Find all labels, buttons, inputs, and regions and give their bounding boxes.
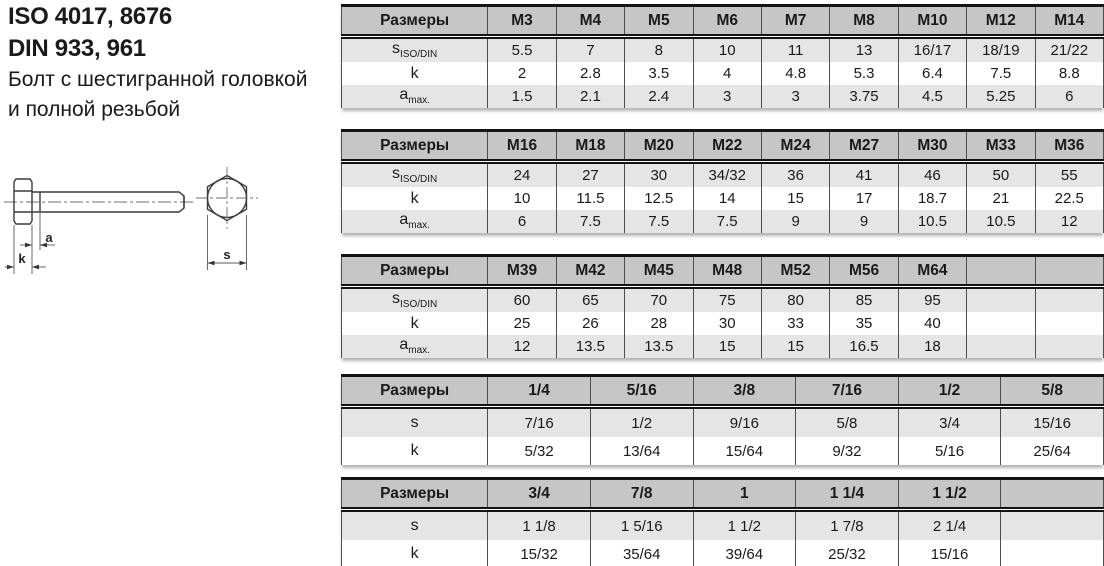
row-label <box>342 437 488 465</box>
doc-header <box>8 1 307 125</box>
column-header: M18 <box>556 131 624 162</box>
row-label <box>342 510 488 541</box>
value-cell: 18.7 <box>898 187 966 210</box>
row-label-base: s <box>410 414 419 431</box>
title-din: DIN 933, 961 <box>8 35 146 62</box>
value-cell <box>1001 510 1104 541</box>
column-header: 3/4 <box>488 479 591 510</box>
value-cell: 12 <box>1035 210 1103 233</box>
column-header: M14 <box>1035 6 1103 37</box>
row-label-sub: max. <box>408 345 430 357</box>
column-header: 3/8 <box>693 376 796 407</box>
column-header: M16 <box>488 131 556 162</box>
value-cell <box>1035 312 1103 335</box>
value-cell: 9/16 <box>693 407 796 438</box>
column-header: 1/4 <box>488 376 591 407</box>
value-cell: 2 1/4 <box>898 510 1001 541</box>
value-cell: 3.75 <box>830 85 898 108</box>
value-cell: 1 5/16 <box>590 510 693 541</box>
subtitle-line-2: и полной резьбой <box>8 98 181 121</box>
title-iso: ISO 4017, 8676 <box>8 3 172 30</box>
row-label <box>342 540 488 566</box>
row-label-sub: max. <box>408 220 430 232</box>
value-cell: 3/4 <box>898 407 1001 438</box>
value-cell: 8.8 <box>1035 62 1103 85</box>
dimension-table-inch-1-4-to-5-8 <box>341 374 1104 465</box>
value-cell: 24 <box>488 162 556 188</box>
value-cell: 9 <box>761 210 829 233</box>
value-cell: 21 <box>967 187 1035 210</box>
value-cell: 30 <box>625 162 693 188</box>
row-label-base: k <box>410 314 419 332</box>
value-cell: 65 <box>556 287 624 313</box>
value-cell: 13/64 <box>590 437 693 465</box>
value-cell: 6 <box>1035 85 1103 108</box>
value-cell <box>967 335 1035 358</box>
column-header: 1 <box>693 479 796 510</box>
row-label-base: k <box>410 64 419 82</box>
value-cell: 10.5 <box>898 210 966 233</box>
value-cell: 12 <box>488 335 556 358</box>
value-cell <box>967 312 1035 335</box>
spec-table-inch-small <box>341 374 1104 465</box>
column-header: M10 <box>898 6 966 37</box>
value-cell: 7 <box>556 37 624 63</box>
row-label-header: Размеры <box>342 131 488 162</box>
value-cell: 10 <box>488 187 556 210</box>
row-label-header: Размеры <box>342 256 488 287</box>
column-header: M22 <box>693 131 761 162</box>
value-cell: 25 <box>488 312 556 335</box>
dimension-table-inch-3-4-to-1-1-2 <box>341 477 1104 566</box>
row-label <box>342 335 488 358</box>
value-cell: 28 <box>625 312 693 335</box>
value-cell: 11.5 <box>556 187 624 210</box>
row-label-base: s <box>392 40 401 58</box>
value-cell: 36 <box>761 162 829 188</box>
value-cell: 5/8 <box>796 407 899 438</box>
row-label-sub: ISO/DIN <box>400 49 438 61</box>
row-label-base: s <box>392 165 401 183</box>
row-label-sub: ISO/DIN <box>400 299 438 311</box>
value-cell: 4.8 <box>761 62 829 85</box>
value-cell: 1/2 <box>590 407 693 438</box>
dimension-table-metric-m16-m36 <box>341 129 1104 233</box>
value-cell: 27 <box>556 162 624 188</box>
row-label-header: Размеры <box>342 6 488 37</box>
value-cell: 13 <box>830 37 898 63</box>
value-cell <box>1001 540 1104 566</box>
value-cell: 7.5 <box>556 210 624 233</box>
column-header: M48 <box>693 256 761 287</box>
value-cell: 5.3 <box>830 62 898 85</box>
value-cell: 55 <box>1035 162 1103 188</box>
row-label-sub: ISO/DIN <box>400 174 438 186</box>
value-cell: 35/64 <box>590 540 693 566</box>
column-header: 5/16 <box>590 376 693 407</box>
value-cell: 15 <box>693 335 761 358</box>
value-cell: 75 <box>693 287 761 313</box>
value-cell: 16.5 <box>830 335 898 358</box>
row-label <box>342 287 488 313</box>
value-cell: 15/64 <box>693 437 796 465</box>
value-cell: 13.5 <box>625 335 693 358</box>
value-cell: 1 1/2 <box>693 510 796 541</box>
column-header: M36 <box>1035 131 1103 162</box>
value-cell: 15/16 <box>1001 407 1104 438</box>
dimension-table-metric-m39-m64 <box>341 254 1104 358</box>
value-cell: 26 <box>556 312 624 335</box>
value-cell: 14 <box>693 187 761 210</box>
column-header: M30 <box>898 131 966 162</box>
value-cell <box>1035 335 1103 358</box>
row-label <box>342 162 488 188</box>
dimension-table-metric-m3-m14 <box>341 4 1104 108</box>
spec-table-inch-large <box>341 477 1104 566</box>
value-cell: 2 <box>488 62 556 85</box>
value-cell: 95 <box>898 287 966 313</box>
dim-label-a: a <box>45 230 53 245</box>
spec-table-m39-m64 <box>341 254 1104 358</box>
row-label <box>342 37 488 63</box>
value-cell: 21/22 <box>1035 37 1103 63</box>
value-cell: 60 <box>488 287 556 313</box>
value-cell: 5.5 <box>488 37 556 63</box>
column-header: M3 <box>488 6 556 37</box>
value-cell: 7.5 <box>625 210 693 233</box>
value-cell: 1 1/8 <box>488 510 591 541</box>
value-cell: 1.5 <box>488 85 556 108</box>
value-cell: 4 <box>693 62 761 85</box>
value-cell: 3 <box>693 85 761 108</box>
row-label-base: s <box>410 517 419 534</box>
column-header: M12 <box>967 6 1035 37</box>
value-cell: 5/32 <box>488 437 591 465</box>
row-label <box>342 187 488 210</box>
value-cell: 5.25 <box>967 85 1035 108</box>
value-cell: 15/32 <box>488 540 591 566</box>
column-header: M24 <box>761 131 829 162</box>
value-cell: 80 <box>761 287 829 313</box>
spec-table-m3-m14 <box>341 4 1104 108</box>
value-cell: 46 <box>898 162 966 188</box>
value-cell <box>967 287 1035 313</box>
value-cell: 22.5 <box>1035 187 1103 210</box>
value-cell: 10 <box>693 37 761 63</box>
subtitle-line-1: Болт с шестигранной головкой <box>8 68 308 91</box>
row-label-sub: max. <box>408 95 430 107</box>
value-cell: 9 <box>830 210 898 233</box>
value-cell: 85 <box>830 287 898 313</box>
value-cell: 17 <box>830 187 898 210</box>
row-label-base: s <box>392 290 401 308</box>
value-cell: 34/32 <box>693 162 761 188</box>
row-label <box>342 407 488 438</box>
value-cell: 13.5 <box>556 335 624 358</box>
spec-table-m16-m36 <box>341 129 1104 233</box>
column-header: M8 <box>830 6 898 37</box>
column-header <box>1001 479 1104 510</box>
dimension-arrows-side <box>7 243 47 269</box>
column-header: 7/16 <box>796 376 899 407</box>
column-header: 5/8 <box>1001 376 1104 407</box>
column-header <box>967 256 1035 287</box>
bolt-technical-drawing <box>0 158 270 288</box>
value-cell: 2.4 <box>625 85 693 108</box>
value-cell <box>1035 287 1103 313</box>
column-header: M64 <box>898 256 966 287</box>
value-cell: 2.1 <box>556 85 624 108</box>
row-label <box>342 210 488 233</box>
column-header: M39 <box>488 256 556 287</box>
value-cell: 5/16 <box>898 437 1001 465</box>
value-cell: 25/32 <box>796 540 899 566</box>
row-label-base: k <box>410 545 419 562</box>
row-label-base: a <box>399 86 409 104</box>
column-header: 1 1/2 <box>898 479 1001 510</box>
value-cell: 6.4 <box>898 62 966 85</box>
column-header: M33 <box>967 131 1035 162</box>
column-header <box>1035 256 1103 287</box>
value-cell: 2.8 <box>556 62 624 85</box>
value-cell: 3.5 <box>625 62 693 85</box>
value-cell: 12.5 <box>625 187 693 210</box>
value-cell: 7.5 <box>967 62 1035 85</box>
column-header: 1 1/4 <box>796 479 899 510</box>
value-cell: 15 <box>761 187 829 210</box>
value-cell: 7/16 <box>488 407 591 438</box>
value-cell: 30 <box>693 312 761 335</box>
value-cell: 18/19 <box>967 37 1035 63</box>
row-label-base: a <box>399 211 409 229</box>
row-label-base: k <box>410 442 419 459</box>
value-cell: 18 <box>898 335 966 358</box>
row-label-header: Размеры <box>342 479 488 510</box>
value-cell: 70 <box>625 287 693 313</box>
column-header: M27 <box>830 131 898 162</box>
column-header: M56 <box>830 256 898 287</box>
value-cell: 33 <box>761 312 829 335</box>
value-cell: 15 <box>761 335 829 358</box>
row-label-base: a <box>399 336 409 354</box>
dim-label-k: k <box>18 251 26 266</box>
column-header: M20 <box>625 131 693 162</box>
row-label <box>342 312 488 335</box>
column-header: 1/2 <box>898 376 1001 407</box>
value-cell: 15/16 <box>898 540 1001 566</box>
value-cell: 11 <box>761 37 829 63</box>
value-cell: 7.5 <box>693 210 761 233</box>
value-cell: 4.5 <box>898 85 966 108</box>
value-cell: 6 <box>488 210 556 233</box>
dim-label-s: s <box>223 247 231 262</box>
column-header: M42 <box>556 256 624 287</box>
column-header: M6 <box>693 6 761 37</box>
value-cell: 8 <box>625 37 693 63</box>
value-cell: 3 <box>761 85 829 108</box>
value-cell: 25/64 <box>1001 437 1104 465</box>
value-cell: 40 <box>898 312 966 335</box>
column-header: M52 <box>761 256 829 287</box>
row-label <box>342 62 488 85</box>
value-cell: 10.5 <box>967 210 1035 233</box>
value-cell: 41 <box>830 162 898 188</box>
row-label-base: k <box>410 189 419 207</box>
bolt-head-side-view <box>14 179 32 224</box>
value-cell: 16/17 <box>898 37 966 63</box>
column-header: 7/8 <box>590 479 693 510</box>
column-header: M45 <box>625 256 693 287</box>
column-header: M7 <box>761 6 829 37</box>
value-cell: 9/32 <box>796 437 899 465</box>
column-header: M4 <box>556 6 624 37</box>
row-label <box>342 85 488 108</box>
value-cell: 35 <box>830 312 898 335</box>
value-cell: 50 <box>967 162 1035 188</box>
column-header: M5 <box>625 6 693 37</box>
value-cell: 1 7/8 <box>796 510 899 541</box>
row-label-header: Размеры <box>342 376 488 407</box>
value-cell: 39/64 <box>693 540 796 566</box>
